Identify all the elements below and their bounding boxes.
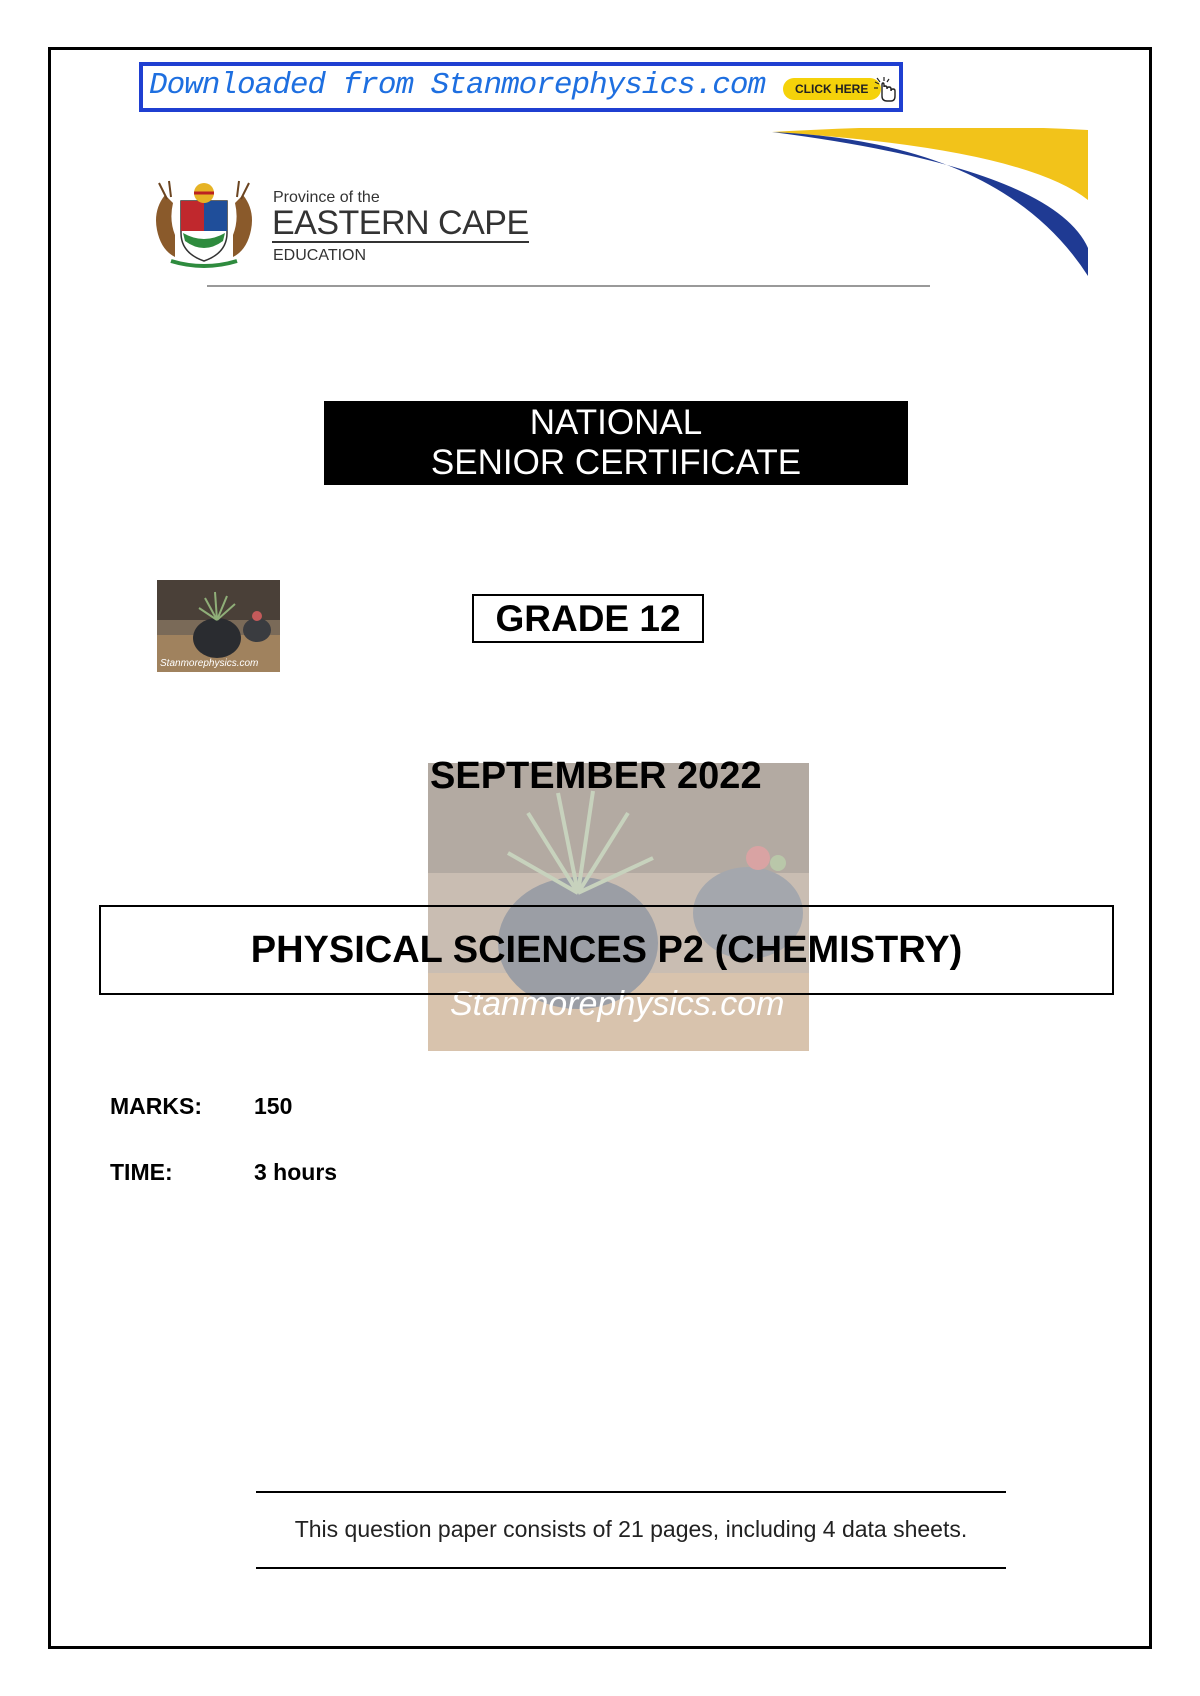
grade-box: GRADE 12	[472, 594, 704, 643]
download-banner[interactable]	[139, 62, 903, 112]
footer-rule-top	[256, 1491, 1006, 1493]
time-row	[110, 1159, 337, 1186]
watermark-text: Stanmorephysics.com	[450, 985, 785, 1023]
time-value: 3 hours	[254, 1159, 338, 1185]
marks-row	[110, 1093, 292, 1120]
time-label: TIME:	[110, 1159, 173, 1185]
marks-value: 150	[254, 1093, 293, 1119]
thumbnail-watermark: Stanmorephysics.com	[160, 658, 259, 669]
hand-pointer-icon	[871, 76, 899, 104]
click-here-button[interactable]	[783, 76, 899, 102]
page-count-note: This question paper consists of 21 pages, including 4 data sheets.	[294, 1516, 968, 1542]
province-name: EASTERN CAPE	[272, 204, 529, 242]
certificate-title-box	[324, 401, 908, 485]
header-swoosh-graphic	[772, 128, 1088, 276]
coat-of-arms-icon	[145, 175, 263, 270]
header-divider	[207, 285, 930, 287]
department-name: EDUCATION	[273, 247, 367, 264]
eastern-cape-logo	[145, 175, 529, 275]
subject-title-box: PHYSICAL SCIENCES P2 (CHEMISTRY)	[99, 905, 1114, 995]
marks-label: MARKS:	[110, 1093, 202, 1119]
exam-date: SEPTEMBER 2022	[430, 755, 762, 797]
click-here-label[interactable]: CLICK HERE	[795, 82, 869, 96]
footer-rule-bottom	[256, 1567, 1006, 1569]
certificate-title-line1: NATIONAL	[529, 403, 703, 442]
certificate-title-line2: SENIOR CERTIFICATE	[430, 443, 802, 482]
plant-thumbnail-image	[157, 580, 280, 672]
download-banner-text[interactable]: Downloaded from Stanmorephysics.com	[149, 68, 766, 103]
province-line: Province of the	[273, 189, 380, 206]
